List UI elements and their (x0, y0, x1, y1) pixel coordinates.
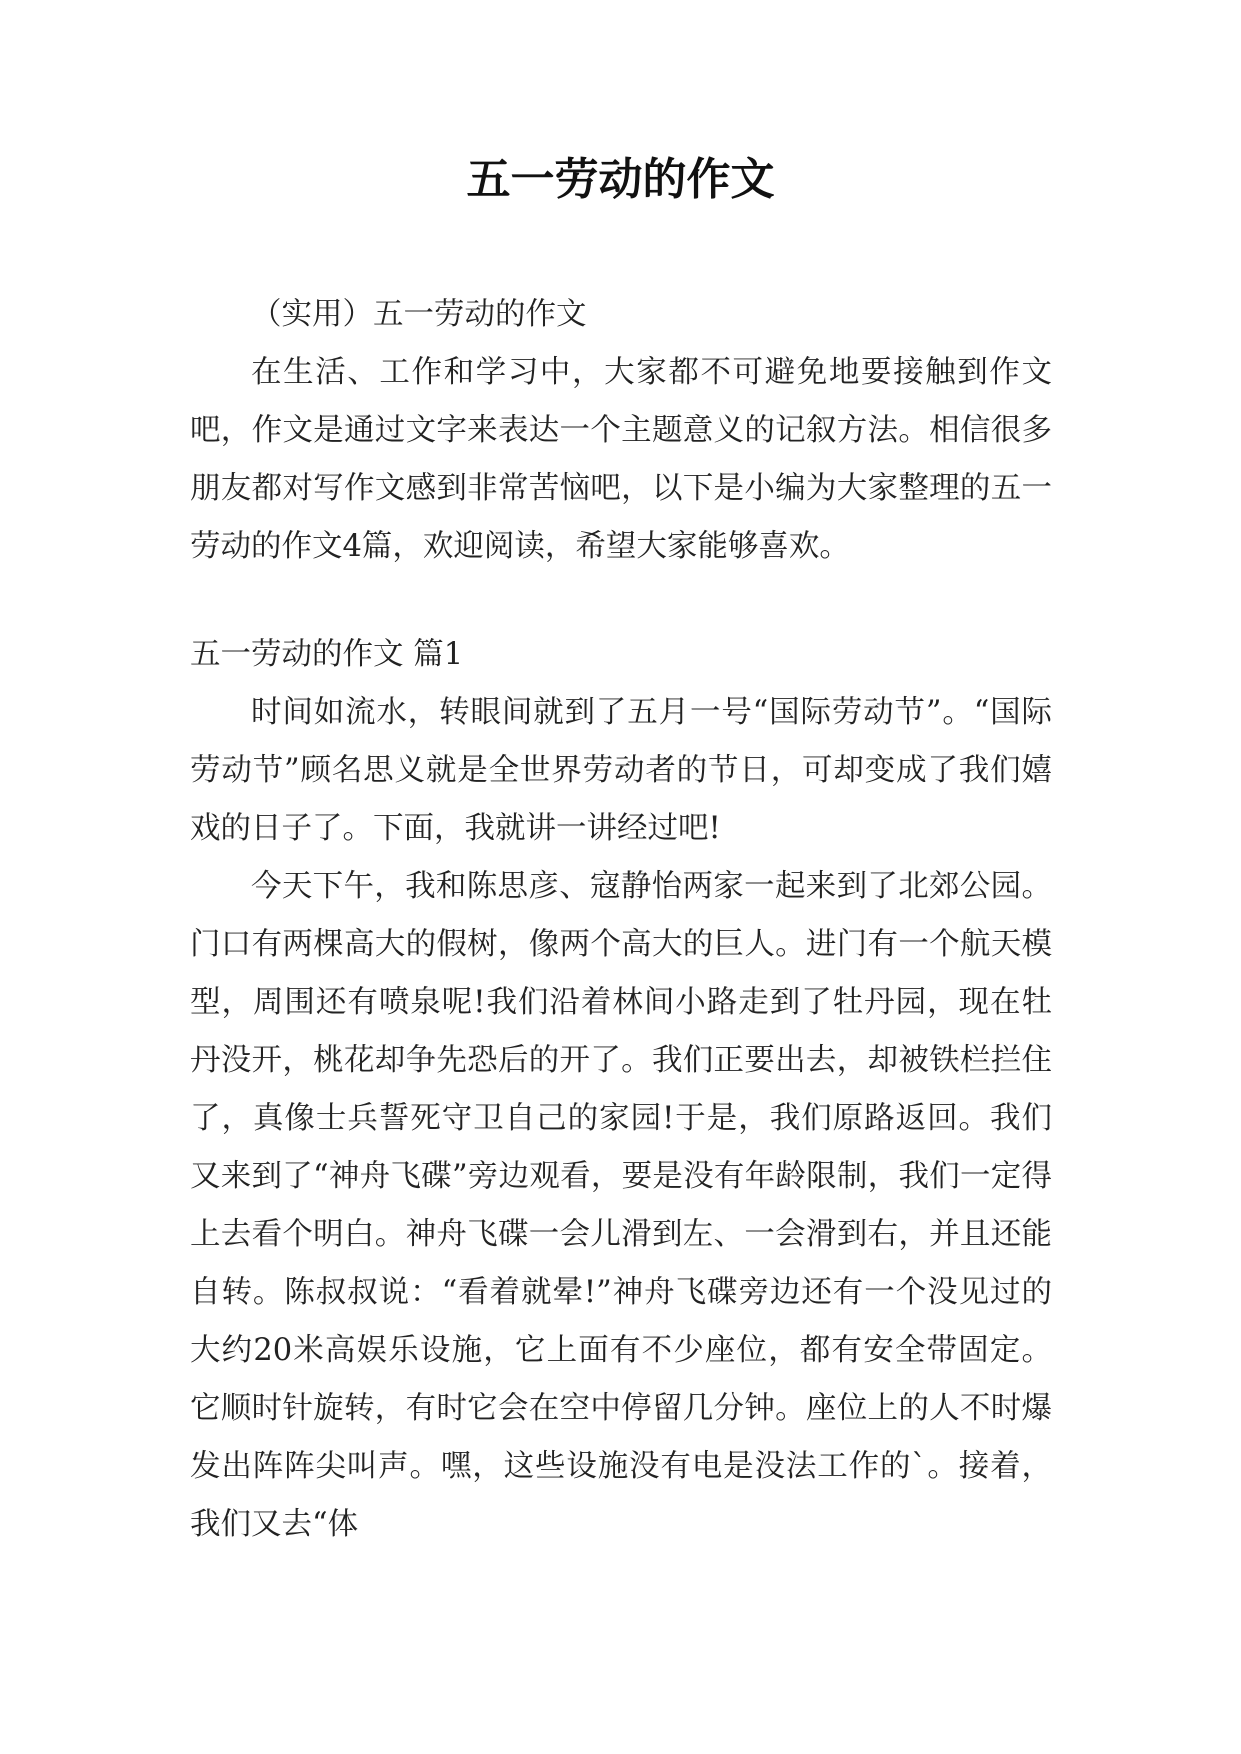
body-paragraph: 今天下午，我和陈思彦、寇静怡两家一起来到了北郊公园。门口有两棵高大的假树，像两个高大的巨人。进门有一个航天模型，周围还有喷泉呢!我们沿着林间小路走到了牡丹园，现在牡丹没开，桃花却争先恐后的开了。我们正要出去，却被铁栏拦住了，真像士兵誓死守卫自己的家园!于是，我们原路返回。我们又来到了“神舟飞碟”旁边观看，要是没有年龄限制，我们一定得上去看个明白。神舟飞碟一会儿滑到左、一会滑到右，并且还能自转。陈叔叔说：“看着就晕!”神舟飞碟旁边还有一个没见过的大约20米高娱乐设施，它上面有不少座位，都有安全带固定。它顺时针旋转，有时它会在空中停留几分钟。座位上的人不时爆发出阵阵尖叫声。嘿，这些设施没有电是没法工作的`。接着，我们又去“体 (190, 869, 1052, 1542)
body-paragraph: 时间如流水，转眼间就到了五月一号“国际劳动节”。“国际劳动节”顾名思义就是全世界劳动者的节日，可却变成了我们嬉戏的日子了。下面，我就讲一讲经过吧! (190, 695, 1052, 846)
document-title: 五一劳动的作文 (466, 154, 775, 205)
section-heading: 五一劳动的作文 篇1 (190, 637, 464, 672)
document-body (190, 286, 1052, 1554)
document-subtitle: （实用）五一劳动的作文 (251, 297, 587, 332)
intro-paragraph: 在生活、工作和学习中，大家都不可避免地要接触到作文吧，作文是通过文字来表达一个主题意义的记叙方法。相信很多朋友都对写作文感到非常苦恼吧，以下是小编为大家整理的五一劳动的作文4篇，欢迎阅读，希望大家能够喜欢。 (190, 355, 1052, 564)
